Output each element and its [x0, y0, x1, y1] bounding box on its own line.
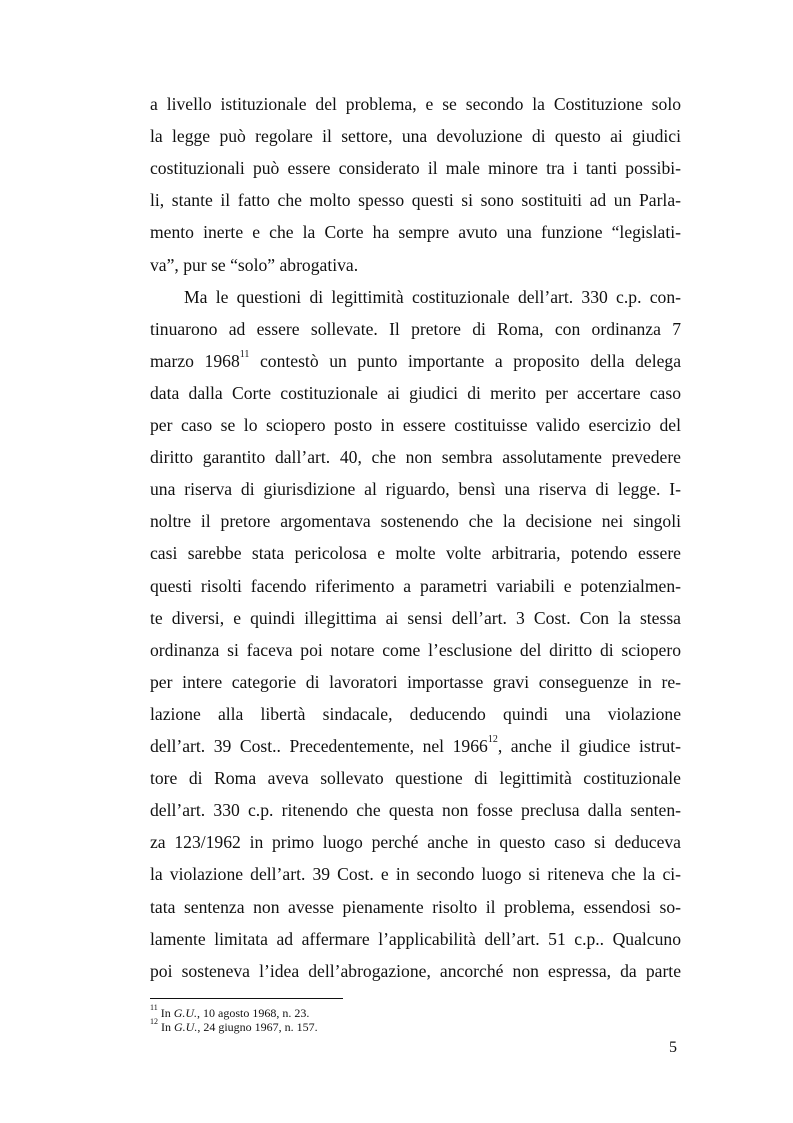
text-line: poi sosteneva l’idea dell’abrogazione, ancorché non espressa, da parte — [150, 960, 681, 981]
text-segment: , anche il giudice istrut- — [497, 736, 681, 756]
footnote-number: 12 — [150, 1017, 158, 1026]
text-line: una riserva di giurisdizione al riguardo, bensì una riserva di legge. I- — [150, 479, 681, 500]
footnote-reference: 11 — [239, 348, 250, 360]
text-line: questi risolti facendo riferimento a parametri variabili e potenzialmen- — [150, 575, 681, 596]
text-line: noltre il pretore argomentava sostenendo che la decisione nei singoli — [150, 511, 681, 532]
text-line: casi sarebbe stata pericolosa e molte volte arbitraria, potendo essere — [150, 543, 681, 564]
footnote-rest: , 10 agosto 1968, n. 23. — [197, 1006, 310, 1020]
text-segment: contestò un punto importante a proposito della delega — [249, 350, 681, 371]
text-line: la violazione dell’art. 39 Cost. e in secondo luogo si riteneva che la ci- — [150, 864, 681, 885]
footnote-separator — [150, 998, 343, 999]
text-line: data dalla Corte costituzionale ai giudici di merito per accertare caso — [150, 382, 681, 403]
text-line: per intere categorie di lavoratori importasse gravi conseguenze in re- — [150, 671, 681, 692]
footnote-11 — [150, 1003, 550, 1020]
footnote-reference: 12 — [487, 734, 498, 746]
text-line: lazione alla libertà sindacale, deducendo quindi una violazione — [150, 703, 681, 724]
text-line: costituzionali può essere considerato il male minore tra i tanti possibi- — [150, 158, 681, 179]
text-line: tore di Roma aveva sollevato questione di legittimità costituzionale — [150, 768, 681, 789]
page-number: 5 — [669, 1039, 677, 1056]
text-line: mento inerte e che la Corte ha sempre avuto una funzione “legislati- — [150, 222, 681, 243]
footnote-prefix: In — [157, 1006, 174, 1020]
text-line: tata sentenza non avesse pienamente risolto il problema, essendosi so- — [150, 896, 681, 917]
text-line: diritto garantito dall’art. 40, che non sembra assolutamente prevedere — [150, 447, 681, 468]
text-line: Ma le questioni di legittimità costituzionale dell’art. 330 c.p. con- — [184, 286, 681, 307]
text-line: za 123/1962 in primo luogo perché anche in questo caso si deduceva — [150, 832, 681, 853]
text-line: li, stante il fatto che molto spesso questi si sono sostituiti ad un Parla- — [150, 190, 681, 211]
text-line: a livello istituzionale del problema, e se secondo la Costituzione solo — [150, 94, 681, 114]
text-segment: dell’art. 39 Cost.. Precedentemente, nel 1966 — [150, 736, 488, 756]
text-line: dell’art. 330 c.p. ritenendo che questa non fosse preclusa dalla senten- — [150, 800, 681, 821]
text-line: te diversi, e quindi illegittima ai sensi dell’art. 3 Cost. Con la stessa — [150, 607, 681, 628]
footnote-number: 11 — [150, 1003, 158, 1012]
footnote-12 — [150, 1017, 550, 1034]
text-line: va”, pur se “solo” abrogativa. — [150, 254, 359, 275]
footnote-prefix: In — [158, 1020, 174, 1034]
text-line: ordinanza si faceva poi notare come l’esclusione del diritto di sciopero — [150, 639, 681, 660]
text-line — [150, 345, 681, 377]
text-line: la legge può regolare il settore, una devoluzione di questo ai giudici — [150, 126, 681, 147]
text-line: lamente limitata ad affermare l’applicabilità dell’art. 51 c.p.. Qualcuno — [150, 928, 681, 949]
footnote-source: G.U. — [173, 1006, 198, 1020]
text-line: tinuarono ad essere sollevate. Il pretore di Roma, con ordinanza 7 — [150, 318, 681, 339]
footnote-source: G.U. — [174, 1020, 198, 1034]
footnote-rest: , 24 giugno 1967, n. 157. — [197, 1020, 318, 1034]
text-segment: marzo 1968 — [150, 350, 240, 371]
text-line: per caso se lo sciopero posto in essere costituisse valido esercizio del — [150, 415, 681, 435]
text-line — [150, 730, 681, 762]
